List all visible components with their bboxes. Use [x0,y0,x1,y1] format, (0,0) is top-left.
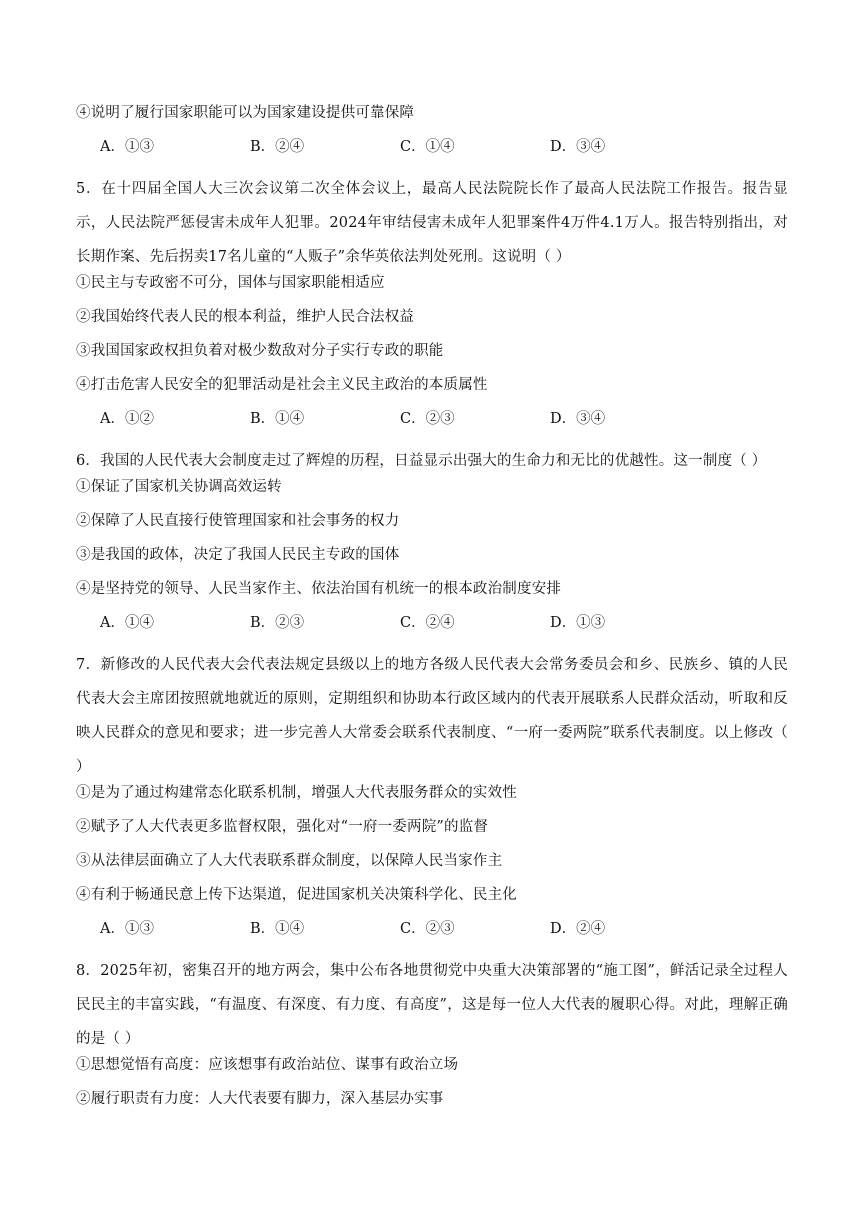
q6-statement-2: ②保障了人民直接行使管理国家和社会事务的权力 [76,513,400,529]
option-c: C．②④ [400,615,455,631]
question-5-stem: 5．在十四届全国人大三次会议第二次全体会议上，最高人民法院院长作了最高人民法院工作报告。报告显示，人民法院严惩侵害未成年人犯罪。2024年审结侵害未成年人犯罪案件4万件4.1万人。报告特别指出，对长期作案、先后拐卖17名儿童的“人贩子”余华英依法判处死刑。这说明（ ） [76,181,788,265]
q7-options [76,920,788,954]
option-a: A．①③ [100,139,154,155]
prev-statement-4: ④说明了履行国家职能可以为国家建设提供可靠保障 [76,105,415,121]
option-d: D．②④ [550,921,606,937]
q5-statement-3: ③我国国家政权担负着对极少数敌对分子实行专政的职能 [76,343,444,359]
q7-statement-1: ①是为了通过构建常态化联系机制，增强人大代表服务群众的实效性 [76,785,517,801]
option-a: A．①② [100,411,154,427]
q6-statement-3: ③是我国的政体，决定了我国人民民主专政的国体 [76,547,400,563]
document-content [76,104,788,1124]
q7-statement-3: ③从法律层面确立了人大代表联系群众制度，以保障人民当家作主 [76,853,503,869]
q8-statement-2: ②履行职责有力度：人大代表要有脚力，深入基层办实事 [76,1091,444,1107]
q7-statement-2: ②赋予了人大代表更多监督权限，强化对“一府一委两院”的监督 [76,819,489,835]
option-c: C．②③ [400,411,455,427]
q5-statement-4: ④打击危害人民安全的犯罪活动是社会主义民主政治的本质属性 [76,377,488,393]
q5-statement-2: ②我国始终代表人民的根本利益，维护人民合法权益 [76,309,415,325]
q5-options [76,410,788,444]
q7-statement-4: ④有利于畅通民意上传下达渠道，促进国家机关决策科学化、民主化 [76,887,517,903]
q5-statement-1: ①民主与专政密不可分，国体与国家职能相适应 [76,275,385,291]
option-c: C．①④ [400,139,455,155]
option-d: D．③④ [550,411,606,427]
option-c: C．②③ [400,921,455,937]
q6-options [76,614,788,648]
option-b: B．①④ [250,921,305,937]
question-6-stem: 6．我国的人民代表大会制度走过了辉煌的历程，日益显示出强大的生命力和无比的优越性。这一制度（ ） [76,453,767,469]
option-d: D．③④ [550,139,606,155]
q6-statement-4: ④是坚持党的领导、人民当家作主、依法治国有机统一的根本政治制度安排 [76,581,562,597]
q8-statement-1: ①思想觉悟有高度：应该想事有政治站位、谋事有政治立场 [76,1057,459,1073]
prev-options [76,138,788,172]
option-d: D．①③ [550,615,606,631]
option-a: A．①③ [100,921,154,937]
question-8-stem: 8．2025年初，密集召开的地方两会，集中公布各地贯彻党中央重大决策部署的“施工图”，鲜活记录全过程人民民主的丰富实践，“有温度、有深度、有力度、有高度”，这是每一位人大代表的履职心得。对此，理解正确的是（ ） [76,963,788,1047]
option-b: B．②③ [250,615,305,631]
q6-statement-1: ①保证了国家机关协调高效运转 [76,479,282,495]
option-b: B．②④ [250,139,305,155]
option-b: B．①④ [250,411,305,427]
option-a: A．①④ [100,615,154,631]
question-7-stem: 7．新修改的人民代表大会代表法规定县级以上的地方各级人民代表大会常务委员会和乡、民族乡、镇的人民代表大会主席团按照就地就近的原则，定期组织和协助本行政区域内的代表开展联系人民群众活动，听取和反映人民群众的意见和要求；进一步完善人大常委会联系代表制度、“一府一委两院”联系代表制度。以上修改（ ） [76,657,788,775]
